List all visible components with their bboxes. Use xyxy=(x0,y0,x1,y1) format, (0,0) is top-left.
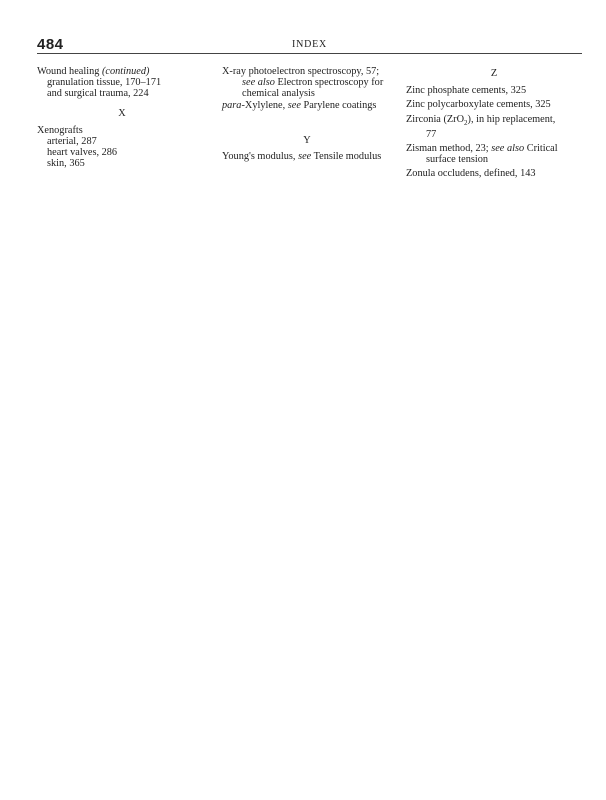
cross-ref-text: Critical xyxy=(524,143,558,155)
para-prefix: para xyxy=(222,99,242,111)
index-column-2 xyxy=(222,66,392,162)
index-subentry-heart-valves: heart valves, 286 xyxy=(47,147,118,159)
index-entry-zinc-phosphate: Zinc phosphate cements, 325 xyxy=(406,85,527,97)
running-head: INDEX xyxy=(291,39,328,50)
entry-locator: ), in hip replacement, xyxy=(467,113,556,125)
index-entry-xenografts: Xenografts xyxy=(37,124,83,136)
index-entry-youngs-modulus xyxy=(222,151,392,162)
entry-term: Young's modulus, xyxy=(222,151,299,163)
index-entry-para-xylylene xyxy=(222,100,392,111)
section-letter-x: X xyxy=(118,107,126,119)
index-entry-zirconia-page: 77 xyxy=(426,128,437,140)
cross-ref-text: Electron spectroscopy for xyxy=(274,77,384,89)
see-also-label: see also xyxy=(491,143,525,155)
page-number: 484 xyxy=(37,36,64,53)
index-entry-xray-photoelectron: X-ray photoelectron spectroscopy, 57; xyxy=(222,66,380,77)
subscript-2: 2 xyxy=(464,118,468,127)
see-label: see xyxy=(287,99,301,111)
index-subentry-arterial: arterial, 287 xyxy=(47,136,97,148)
entry-term: -Xylylene, xyxy=(241,99,288,111)
index-entry-zonula-occludens: Zonula occludens, defined, 143 xyxy=(406,168,536,180)
cross-ref-text: Parylene coatings xyxy=(300,99,377,111)
index-entry-xray-cross-ref xyxy=(222,77,392,88)
entry-term: Zisman method, 23; xyxy=(406,143,492,155)
index-column-3 xyxy=(406,66,582,180)
index-subentry-surgical-trauma: and surgical trauma, 224 xyxy=(47,88,149,100)
index-entry-zisman-cont: surface tension xyxy=(426,154,489,166)
index-subentry-skin: skin, 365 xyxy=(47,158,85,170)
see-also-label: see also xyxy=(242,77,275,89)
index-column-1 xyxy=(37,66,207,170)
continued-note: (continued) xyxy=(101,66,150,77)
index-entry-zisman-method xyxy=(406,143,582,154)
cross-ref-text: Tensile modulus xyxy=(311,151,382,163)
see-label: see xyxy=(298,151,312,163)
index-entry-zinc-polycarboxylate: Zinc polycarboxylate cements, 325 xyxy=(406,99,551,111)
index-entry-xray-cross-ref-cont: chemical analysis xyxy=(242,88,315,100)
entry-term: Wound healing xyxy=(37,66,100,77)
index-entry-wound-healing xyxy=(37,66,207,77)
header-rule xyxy=(37,53,582,54)
index-entry-zirconia xyxy=(406,114,582,129)
entry-term: Zirconia (ZrO xyxy=(406,113,465,125)
section-letter-y: Y xyxy=(303,134,311,146)
index-subentry-granulation: granulation tissue, 170–171 xyxy=(47,77,162,89)
section-letter-z: Z xyxy=(490,68,498,79)
